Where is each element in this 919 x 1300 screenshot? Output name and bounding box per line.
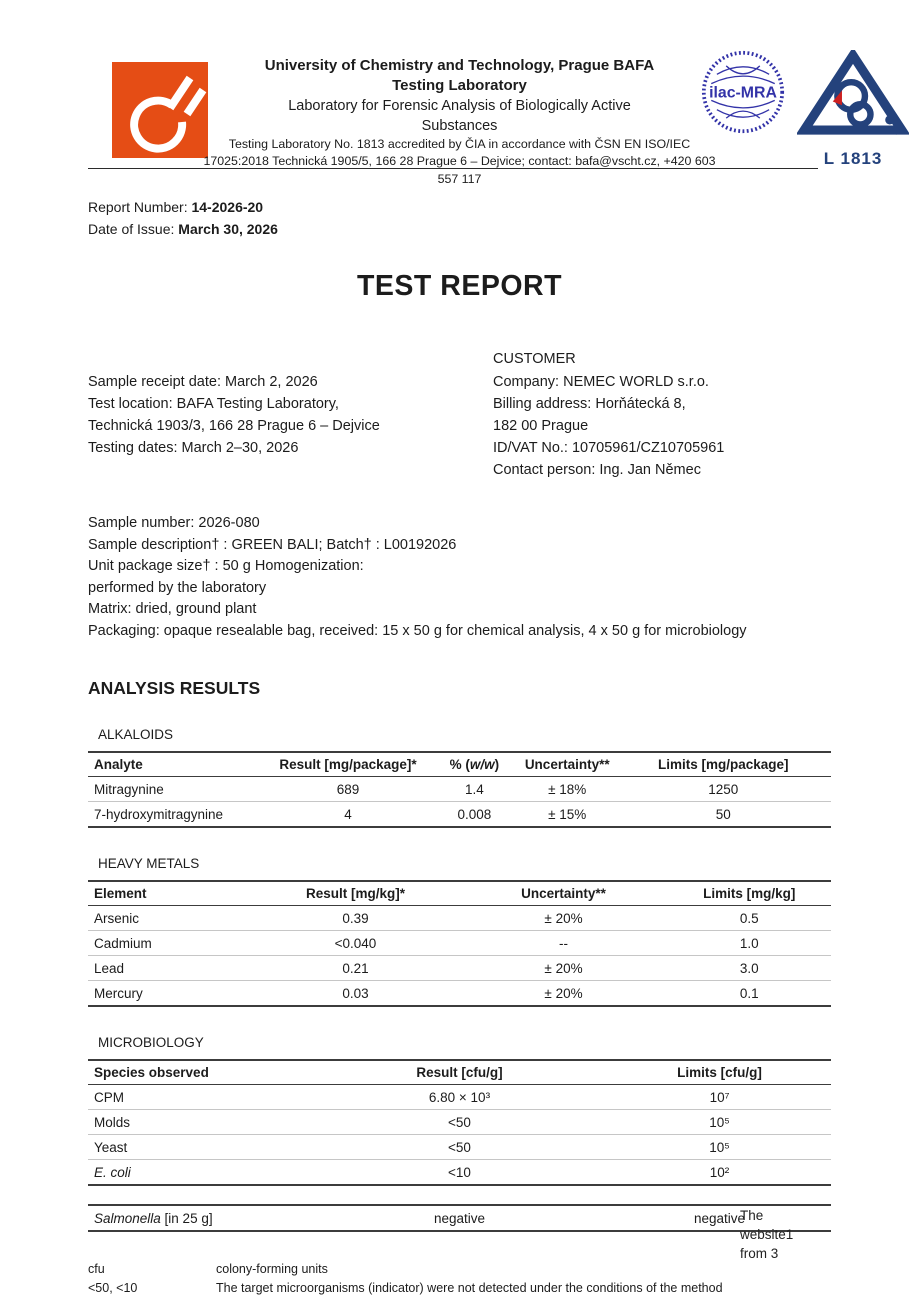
footnote-term: <50, <10 bbox=[88, 1281, 138, 1295]
sample-test-info bbox=[88, 347, 493, 481]
salmonella-result: negative bbox=[433, 1210, 485, 1226]
column-header: Analyte bbox=[88, 752, 266, 777]
footnotes bbox=[88, 1260, 831, 1298]
customer-heading: CUSTOMER bbox=[493, 351, 576, 367]
table-row: Arsenic 0.39 ± 20% 0.5 bbox=[94, 910, 759, 926]
info-line: Testing dates: March 2–30, 2026 bbox=[88, 440, 299, 456]
customer-line: ID/VAT No.: 10705961/CZ10705961 bbox=[493, 440, 725, 456]
footnote-term: cfu bbox=[88, 1262, 105, 1276]
customer-line: 182 00 Prague bbox=[493, 418, 589, 434]
org-name-line2: Testing Laboratory bbox=[392, 77, 527, 94]
microbiology-table bbox=[88, 1059, 831, 1186]
report-number-value: 14-2026-20 bbox=[191, 199, 264, 215]
column-header: Limits [mg/kg] bbox=[668, 881, 831, 906]
report-meta bbox=[88, 196, 831, 240]
column-header: % (w/w) bbox=[430, 752, 519, 777]
column-header: Result [cfu/g] bbox=[311, 1060, 608, 1085]
table-row: 7-hydroxymitragynine 4 0.008 ± 15% 50 bbox=[88, 802, 831, 828]
customer-line: Billing address: Horňátecká 8, bbox=[493, 396, 686, 412]
date-of-issue-line bbox=[88, 218, 831, 240]
column-header: Result [mg/package]* bbox=[266, 752, 429, 777]
page-number-line: The bbox=[740, 1208, 764, 1223]
column-header: Limits [cfu/g] bbox=[608, 1060, 831, 1085]
footnote-definition: The target microorganisms (indicator) were not detected under the conditions of the method bbox=[216, 1281, 723, 1295]
column-header: Limits [mg/package] bbox=[616, 752, 832, 777]
contact-phone-tail: 557 117 bbox=[437, 172, 482, 186]
column-header: Species observed bbox=[88, 1060, 311, 1085]
sample-details bbox=[88, 513, 831, 642]
info-line: Sample receipt date: March 2, 2026 bbox=[88, 374, 318, 390]
salmonella-table bbox=[88, 1204, 831, 1232]
table-row bbox=[88, 1205, 831, 1231]
sample-line: Unit package size† : 50 g Homogenization: bbox=[88, 558, 364, 574]
sample-line: performed by the laboratory bbox=[88, 579, 267, 596]
heavy-metals-label: HEAVY METALS bbox=[98, 856, 200, 871]
footnote-definition: colony-forming units bbox=[216, 1262, 328, 1276]
alkaloids-label: ALKALOIDS bbox=[98, 727, 174, 742]
accreditation-line2: 17025:2018 Technická 1905/5, 166 28 Prague 6 – Dejvice; contact: bafa@vscht.cz, +420 603 bbox=[203, 153, 716, 168]
column-header: Uncertainty** bbox=[459, 881, 667, 906]
footnote-row bbox=[88, 1260, 831, 1279]
heavy-metals-table bbox=[88, 880, 831, 1007]
page-number-line: from 3 bbox=[740, 1246, 779, 1261]
page-number-line: website1 bbox=[740, 1227, 794, 1242]
date-of-issue-label: Date of Issue: bbox=[88, 221, 179, 237]
footnote-row bbox=[88, 1279, 831, 1298]
column-header: Element bbox=[88, 881, 251, 906]
date-of-issue-value: March 30, 2026 bbox=[178, 221, 278, 237]
info-line: Technická 1903/3, 166 28 Prague 6 – Dejvice bbox=[88, 418, 380, 434]
table-header-row bbox=[88, 881, 831, 906]
table-header-row bbox=[88, 752, 831, 777]
accreditation-line1: Testing Laboratory No. 1813 accredited by ČIA in accordance with ČSN EN ISO/IEC bbox=[228, 137, 691, 151]
table-row: Mitragynine 689 1.4 ± 18% 1250 bbox=[94, 781, 739, 797]
table-row: CPM 6.80 × 10³ 10⁷ bbox=[94, 1089, 730, 1105]
microbiology-label: MICROBIOLOGY bbox=[98, 1035, 204, 1050]
page-title: TEST REPORT bbox=[356, 270, 562, 302]
sample-line: Packaging: opaque resealable bag, received: 15 x 50 g for chemical analysis, 4 x 50 g for microbiology bbox=[88, 622, 747, 639]
salmonella-limit: negative bbox=[694, 1210, 746, 1226]
sample-line: Sample number: 2026-080 bbox=[88, 515, 260, 531]
info-section bbox=[88, 347, 831, 481]
table-row: Molds <50 10⁵ bbox=[88, 1110, 831, 1135]
sample-line: Sample description† : GREEN BALI; Batch† : L00192026 bbox=[88, 536, 457, 553]
alkaloids-table bbox=[88, 751, 831, 828]
sample-line: Matrix: dried, ground plant bbox=[88, 601, 257, 617]
table-row: Yeast <50 10⁵ bbox=[88, 1135, 831, 1160]
table-row: Lead 0.21 ± 20% 3.0 bbox=[88, 956, 831, 981]
org-name-line1: University of Chemistry and Technology, Prague BAFA bbox=[264, 57, 655, 74]
salmonella-species: Salmonella [in 25 g] bbox=[94, 1210, 213, 1226]
report-header bbox=[180, 0, 740, 169]
analysis-results-heading: ANALYSIS RESULTS bbox=[88, 678, 261, 698]
cia-lab-number: L 1813 bbox=[823, 149, 883, 168]
column-header: Result [mg/kg]* bbox=[251, 881, 459, 906]
page-number bbox=[740, 1206, 793, 1263]
report-number-line bbox=[88, 196, 831, 218]
customer-line: Company: NEMEC WORLD s.r.o. bbox=[493, 374, 709, 390]
report-number-label: Report Number: bbox=[88, 199, 192, 215]
table-header-row bbox=[88, 1060, 831, 1085]
table-row: Mercury 0.03 ± 20% 0.1 bbox=[88, 981, 831, 1007]
info-line: Test location: BAFA Testing Laboratory, bbox=[88, 396, 339, 412]
lab-name-line1: Laboratory for Forensic Analysis of Biologically Active bbox=[288, 98, 631, 114]
table-row: Cadmium <0.040 -- 1.0 bbox=[88, 931, 831, 956]
table-row: E. coli <10 10² bbox=[88, 1160, 831, 1186]
ilac-mra-label: ilac-MRA bbox=[709, 84, 777, 102]
lab-name-line2: Substances bbox=[421, 118, 498, 134]
customer-line: Contact person: Ing. Jan Němec bbox=[493, 462, 701, 478]
customer-info bbox=[493, 347, 831, 481]
column-header: Uncertainty** bbox=[519, 752, 616, 777]
